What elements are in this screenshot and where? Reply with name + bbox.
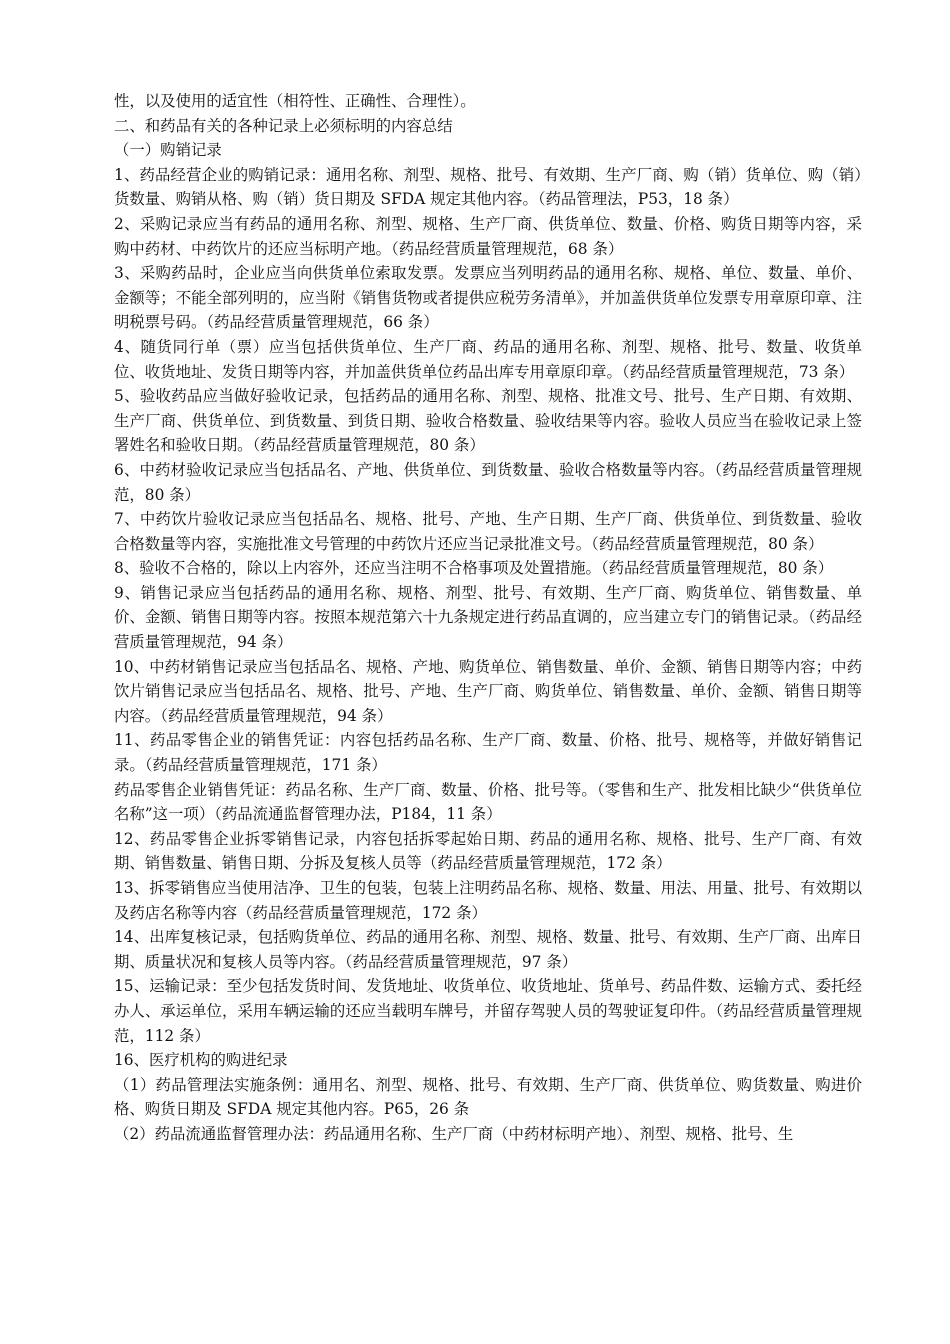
list-item: 4、随货同行单（票）应当包括供货单位、生产厂商、药品的通用名称、剂型、规格、批号、数量、收货单位、收货地址、发货日期等内容，并加盖供货单位药品出库专用章原印章。（药品经营质量管理规范，73 条） [114, 337, 862, 381]
list-item: 11、药品零售企业的销售凭证：内容包括药品名称、生产厂商、数量、价格、批号、规格等，并做好销售记录。（药品经营质量管理规范，171 条） [114, 731, 862, 775]
sub-list-item: （2）药品流通监督管理办法：药品通用名称、生产厂商（中药材标明产地）、剂型、规格、批号、生 [114, 1124, 794, 1143]
section-heading: 二、和药品有关的各种记录上必须标明的内容总结 [114, 116, 453, 135]
list-item: 12、药品零售企业拆零销售记录，内容包括拆零起始日期、药品的通用名称、规格、批号、生产厂商、有效期、销售数量、销售日期、分拆及复核人员等（药品经营质量管理规范，172 条） [114, 829, 862, 873]
list-item: 9、销售记录应当包括药品的通用名称、规格、剂型、批号、有效期、生产厂商、购货单位、销售数量、单价、金额、销售日期等内容。按照本规范第六十九条规定进行药品直调的，应当建立专门的销售记录。（药品经营质量管理规范，94 条） [114, 583, 862, 652]
list-item: 14、出库复核记录，包括购货单位、药品的通用名称、剂型、规格、数量、批号、有效期、生产厂商、出库日期、质量状况和复核人员等内容。（药品经营质量管理规范，97 条） [114, 928, 862, 971]
list-item: 5、验收药品应当做好验收记录，包括药品的通用名称、剂型、规格、批准文号、批号、生产日期、有效期、生产厂商、供货单位、到货数量、到货日期、验收合格数量、验收结果等内容。验收人员应当在验收记录上签署姓名和验收日期。（药品经营质量管理规范，80 条） [114, 387, 862, 455]
list-item: 10、中药材销售记录应当包括品名、规格、产地、购货单位、销售数量、单价、金额、销售日期等内容；中药饮片销售记录应当包括品名、规格、批号、产地、生产厂商、购货单位、销售数量、单价、金额、销售日期等内容。（药品经营质量管理规范，94 条） [114, 657, 862, 725]
list-item: 7、中药饮片验收记录应当包括品名、规格、批号、产地、生产日期、生产厂商、供货单位、到货数量、验收合格数量等内容，实施批准文号管理的中药饮片还应当记录批准文号。（药品经营质量管理规范，80 条） [114, 510, 862, 553]
list-item: 1、药品经营企业的购销记录：通用名称、剂型、规格、批号、有效期、生产厂商、购（销）货单位、购（销）货数量、购销从格、购（销）货日期及 SFDA 规定其他内容。（药品管理法，P53，18 条） [114, 165, 862, 209]
list-item: 13、拆零销售应当使用洁净、卫生的包装，包装上注明药品名称、规格、数量、用法、用量、批号、有效期以及药店名称等内容（药品经营质量管理规范，172 条） [114, 879, 862, 922]
sub-list-item: （1）药品管理法实施条例：通用名、剂型、规格、批号、有效期、生产厂商、供货单位、购货数量、购进价格、购货日期及 SFDA 规定其他内容。P65，26 条 [114, 1075, 862, 1119]
paragraph-intro-fragment: 性，以及使用的适宜性（相符性、正确性、合理性）。 [114, 92, 476, 110]
list-item: 3、采购药品时，企业应当向供货单位索取发票。发票应当列明药品的通用名称、规格、单位、数量、单价、金额等；不能全部列明的，应当附《销售货物或者提供应税劳务清单》，并加盖供货单位发票专用章原印章、注明税票号码。（药品经营质量管理规范，66 条） [114, 264, 862, 332]
list-item: 6、中药材验收记录应当包括品名、产地、供货单位、到货数量、验收合格数量等内容。（药品经营质量管理规范，80 条） [114, 460, 862, 504]
list-item-heading: 16、医疗机构的购进纪录 [114, 1051, 288, 1070]
subsection-heading: （一）购销记录 [114, 141, 222, 160]
list-item-note: 药品零售企业销售凭证：药品名称、生产厂商、数量、价格、批号等。（零售和生产、批发相比缺少“供货单位名称”这一项）（药品流通监督管理办法，P184，11 条） [114, 780, 862, 824]
document-page [114, 89, 862, 1147]
list-item: 2、采购记录应当有药品的通用名称、剂型、规格、生产厂商、供货单位、数量、价格、购货日期等内容，采购中药材、中药饮片的还应当标明产地。（药品经营质量管理规范，68 条） [114, 214, 862, 258]
list-item: 8、验收不合格的，除以上内容外，还应当注明不合格事项及处置措施。（药品经营质量管理规范，80 条） [114, 559, 834, 578]
list-item: 15、运输记录：至少包括发货时间、发货地址、收货单位、收货地址、货单号、药品件数、运输方式、委托经办人、承运单位，采用车辆运输的还应当载明车牌号，并留存驾驶人员的驾驶证复印件。（药品经营质量管理规范，112 条） [114, 977, 862, 1045]
